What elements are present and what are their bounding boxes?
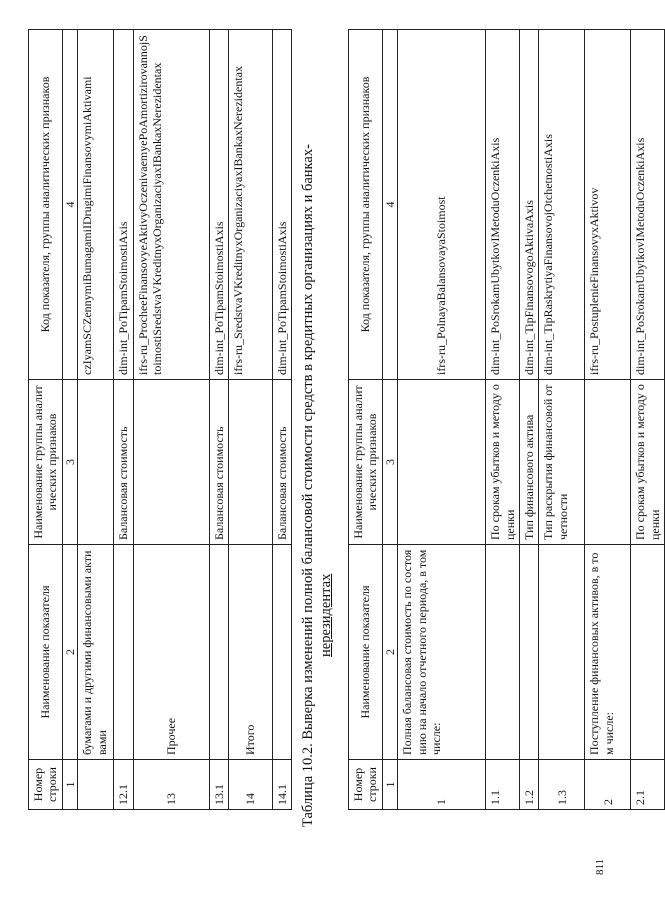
group-name: По срокам убытков и методу оценки [486, 380, 520, 545]
table-title-line: Таблица 10.2. Выверка изменений полной балансовой стоимости средств в кредитных организациях и банках- [300, 144, 316, 827]
indicator-name: Прочее [133, 545, 209, 760]
table-10-1-continuation [28, 29, 292, 810]
indicator-name: Поступление финансовых активов, в том числе: [585, 545, 631, 760]
table-title-line: нерезидентах [318, 573, 335, 657]
indicator-name: Полная балансовая стоимость по состоянию на начало отчетного периода, в том числе: [398, 545, 486, 760]
indicator-name [272, 545, 291, 760]
indicator-name [519, 545, 538, 760]
group-name: Тип финансового актива [519, 380, 538, 545]
indicator-code: ifrs-ru_SredstvaVKreditnyxOrganizaciyaxIBankaxNerezidentax [228, 30, 272, 380]
table-row [585, 30, 631, 810]
header-group-name: Наименование группы аналитических признаков [349, 380, 383, 545]
indicator-code: czIyamSCZennymiBumagamiIDrugimiFinansovymiAktivami [78, 30, 114, 380]
table-row [519, 30, 538, 810]
column-number-row [382, 30, 397, 810]
table-row [133, 30, 209, 810]
header-indicator-name: Наименование показателя [349, 545, 383, 760]
column-number: 2 [62, 545, 77, 760]
table-row [398, 30, 486, 810]
group-name: Балансовая стоимость [209, 380, 228, 545]
row-number: 14 [228, 760, 272, 810]
row-number: 1 [398, 760, 486, 810]
indicator-code: dim-int_PoTipamStoimostiAxis [272, 30, 291, 380]
table-header-row [349, 30, 383, 810]
table-title [299, 67, 335, 827]
header-row-number: Номер строки [29, 760, 63, 810]
group-name: Балансовая стоимость [114, 380, 133, 545]
indicator-name [631, 545, 665, 760]
table-row [78, 30, 114, 810]
column-number: 1 [382, 760, 397, 810]
row-number: 12.1 [114, 760, 133, 810]
indicator-name [539, 545, 585, 760]
indicator-code: ifrs-ru_ProcheeFinansovyeAktivyOczenivaemyePoAmortizirovannojStoimostiSredstvaVKreditnyxOrganizaciyaxIBankaxNerezidentax [133, 30, 209, 380]
table-row [539, 30, 585, 810]
row-number: 1.1 [486, 760, 520, 810]
column-number: 3 [382, 380, 397, 545]
group-name [398, 380, 486, 545]
indicator-name [114, 545, 133, 760]
table-10-2 [348, 29, 665, 810]
table-row [228, 30, 272, 810]
page-number: 811 [594, 858, 606, 875]
indicator-code: dim-int_PoSrokamUbytkovIMetoduOczenkiAxis [486, 30, 520, 380]
indicator-code: ifrs-ru_PostuplenieFinansovyxAktivov [585, 30, 631, 380]
indicator-code: dim-int_PoSrokamUbytkovIMetoduOczenkiAxis [631, 30, 665, 380]
column-number: 2 [382, 545, 397, 760]
column-number: 1 [62, 760, 77, 810]
header-code: Код показателя, группы аналитических признаков [349, 30, 383, 380]
indicator-code: dim-int_TipRaskrytiyaFinansovojOtchetnostiAxis [539, 30, 585, 380]
table-row [486, 30, 520, 810]
indicator-name: Итого [228, 545, 272, 760]
group-name: Тип раскрытия финансовой отчетности [539, 380, 585, 545]
group-name [133, 380, 209, 545]
row-number: 13.1 [209, 760, 228, 810]
group-name [228, 380, 272, 545]
row-number: 14.1 [272, 760, 291, 810]
indicator-name [209, 545, 228, 760]
indicator-name: бумагами и другими финансовыми активами [78, 545, 114, 760]
row-number: 2 [585, 760, 631, 810]
row-number [78, 760, 114, 810]
indicator-name [486, 545, 520, 760]
column-number-row [62, 30, 77, 810]
header-row-number: Номер строки [349, 760, 383, 810]
table-row [209, 30, 228, 810]
row-number: 1.2 [519, 760, 538, 810]
column-number: 4 [62, 30, 77, 380]
row-number: 13 [133, 760, 209, 810]
header-group-name: Наименование группы аналитических признаков [29, 380, 63, 545]
group-name [585, 380, 631, 545]
indicator-code: dim-int_PoTipamStoimostiAxis [114, 30, 133, 380]
group-name: По срокам убытков и методу оценки [631, 380, 665, 545]
table-row [272, 30, 291, 810]
header-code: Код показателя, группы аналитических признаков [29, 30, 63, 380]
table-header-row [29, 30, 63, 810]
indicator-code: ifrs-ru_PolnayaBalansovayaStoimost [398, 30, 486, 380]
column-number: 3 [62, 380, 77, 545]
indicator-code: dim-int_TipFinansovogoAktivaAxis [519, 30, 538, 380]
header-indicator-name: Наименование показателя [29, 545, 63, 760]
table-row [631, 30, 665, 810]
row-number: 1.3 [539, 760, 585, 810]
group-name [78, 380, 114, 545]
row-number: 2.1 [631, 760, 665, 810]
indicator-code: dim-int_PoTipamStoimostiAxis [209, 30, 228, 380]
table-row [114, 30, 133, 810]
column-number: 4 [382, 30, 397, 380]
group-name: Балансовая стоимость [272, 380, 291, 545]
